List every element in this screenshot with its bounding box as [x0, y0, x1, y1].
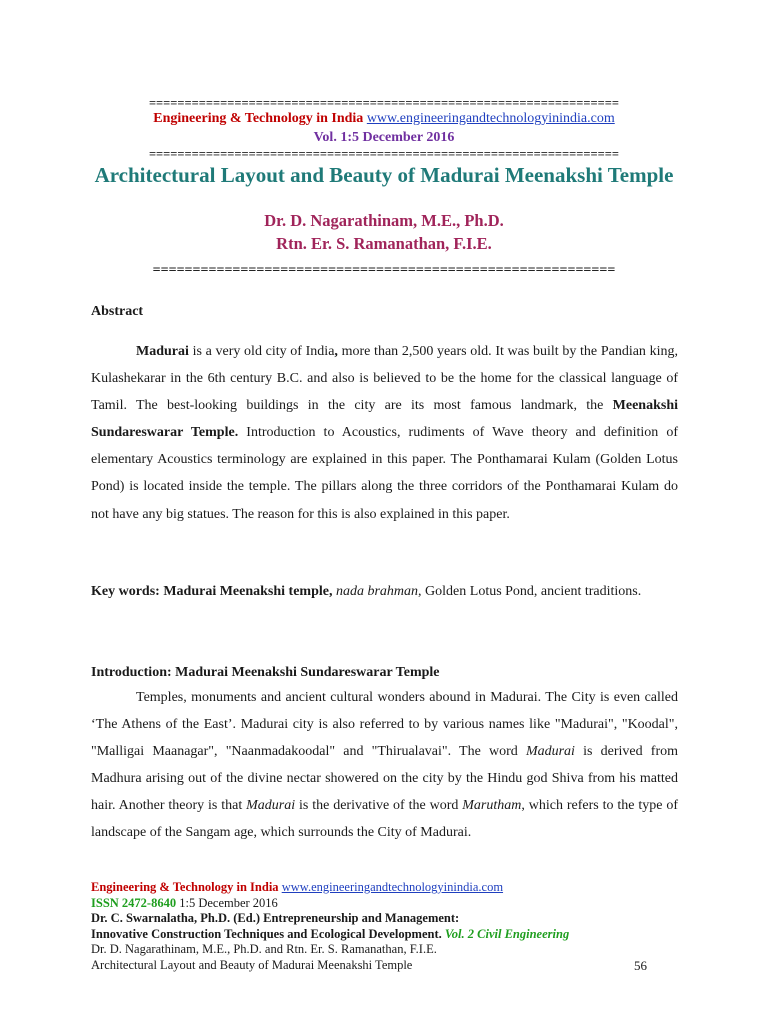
intro-text-2: is derived from Madhura arising out of the divine nectar showered on the city by the Hindu god Shiva from his matted hair. Another theory is that: [91, 744, 679, 814]
keywords-paragraph: [91, 578, 678, 605]
abstract-comma: ,: [334, 344, 338, 359]
footer-book-title: Innovative Construction Techniques and Ecological Development.: [91, 926, 442, 941]
author-1: Dr. D. Nagarathinam, M.E., Ph.D.: [264, 211, 504, 230]
intro-italic-3: Marutham: [462, 798, 522, 814]
footer-issn: ISSN 2472-8640: [91, 895, 177, 910]
header-journal-name: Engineering & Technology in India: [153, 111, 364, 126]
abstract-text-1: is a very old city of India: [188, 344, 335, 359]
header-rule-mid: ==================================================================: [148, 147, 620, 161]
footer-book-line: [91, 927, 691, 943]
abstract-text-3: Introduction to Acoustics, rudiments of Wave theory and definition of elementary Acoustics terminology are explained in this paper. The Ponthamarai Kulam (Golden Lotus Pond) is located inside the temple. The pillars along the three corridors of the Ponthamarai Kulam do not have any big statues. The reason for this is also explained in this paper.: [91, 425, 678, 522]
keywords-rest: , Golden Lotus Pond, ancient traditions.: [418, 584, 642, 599]
footer-journal-line: [91, 880, 691, 896]
intro-text-4: , which refers to the type of landscape of the Sangam age, which surrounds the City of Madurai.: [91, 798, 679, 841]
footer-journal-name: Engineering & Technology in India: [91, 880, 279, 894]
abstract-paragraph: [91, 338, 678, 528]
abstract-term-temple: Meenakshi Sundareswarar Temple.: [91, 398, 678, 441]
intro-text-1: Temples, monuments and ancient cultural wonders abound in Madurai. The City is even called ‘The Athens of the East’. Madurai city is also referred to by various names like "Madurai", "Koodal", "Malligai Maanagar", "Naanmadakoodal" and "Thirualavai". The word: [91, 690, 678, 760]
header-journal-line: [0, 111, 768, 127]
header-volume: Vol. 1:5 December 2016: [313, 130, 455, 145]
footer-paper-title: Architectural Layout and Beauty of Madurai Meenakshi Temple: [91, 957, 413, 972]
intro-text-3: is the derivative of the word: [295, 798, 463, 814]
author-2: Rtn. Er. S. Ramanathan, F.I.E.: [276, 234, 492, 253]
keywords-label: Key words: Madurai Meenakshi temple,: [91, 584, 333, 599]
intro-italic-1: Madurai: [525, 744, 575, 760]
footer-issue: 1:5 December 2016: [176, 895, 278, 910]
page-footer: [91, 880, 691, 973]
header-rule-top: ==================================================================: [148, 96, 620, 110]
header-journal-link[interactable]: www.engineeringandtechnologyinindia.com: [366, 111, 615, 126]
abstract-text-2: more than 2,500 years old. It was built by the Pandian king, Kulashekarar in the 6th century B.C. and also is believed to be the home for the classical language of Tamil. The best-looking buildings in the city are its most famous landmark, the: [91, 344, 678, 414]
abstract-term-madurai: Madurai: [136, 344, 189, 359]
intro-italic-2: Madurai: [246, 798, 296, 814]
paper-title: Architectural Layout and Beauty of Madurai Meenakshi Temple: [94, 163, 674, 187]
footer-volume: Vol. 2 Civil Engineering: [441, 926, 570, 941]
abstract-heading: Abstract: [91, 304, 144, 319]
introduction-heading: Introduction: Madurai Meenakshi Sundareswarar Temple: [91, 665, 440, 680]
footer-authors: Dr. D. Nagarathinam, M.E., Ph.D. and Rtn. Er. S. Ramanathan, F.I.E.: [91, 942, 437, 956]
page-number: 56: [634, 958, 647, 973]
header-rule-bottom: ==========================================================: [152, 263, 616, 278]
footer-issn-line: [91, 896, 691, 912]
introduction-paragraph: [91, 684, 678, 847]
footer-editor-line: Dr. C. Swarnalatha, Ph.D. (Ed.) Entrepreneurship and Management:: [91, 911, 460, 925]
keywords-italic: nada brahman: [335, 584, 419, 599]
footer-journal-link[interactable]: www.engineeringandtechnologyinindia.com: [281, 880, 504, 894]
